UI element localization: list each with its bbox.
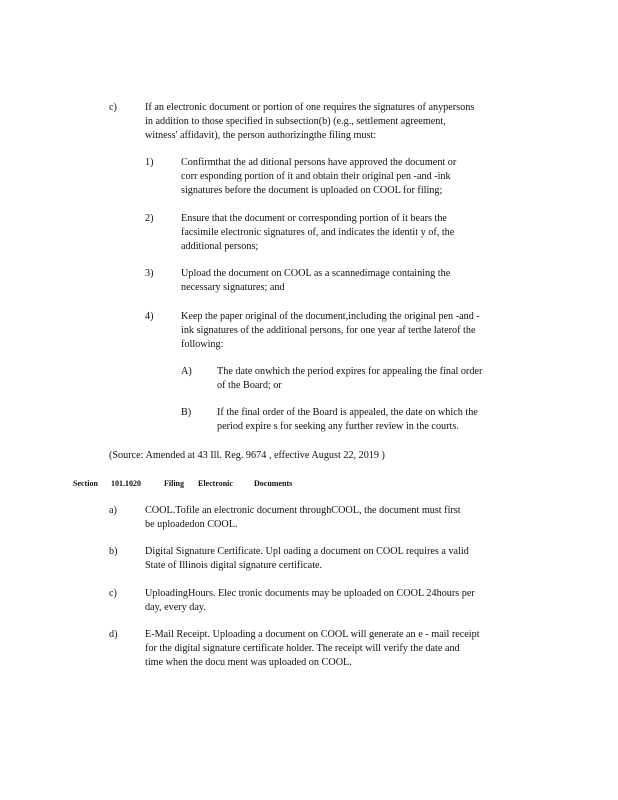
subsection-c-text [145,101,474,143]
text-line: of the Board; or [217,380,282,391]
item-2-text [181,212,454,254]
section-item-d-text [145,628,480,670]
text-line: If the final order of the Board is appealed, the date on which the [217,407,478,418]
text-line: time when the docu ment was uploaded on COOL. [145,657,352,668]
item-4-text [181,310,480,352]
text-line: ink signatures of the additional persons, for one year af terthe laterof the [181,325,476,336]
text-line: facsimile electronic signatures of, and indicates the identit y of, the [181,227,455,238]
item-1-text [181,156,456,198]
text-line: necessary signatures; and [181,282,285,293]
section-title-word: Filing [164,479,185,488]
section-item-a-text [145,504,461,532]
text-line: for the digital signature certificate holder. The receipt will verify the date and [145,643,460,654]
subsection-c-label: c) [109,102,117,113]
text-line: corr esponding portion of it and obtain their original pen -and -ink [181,171,451,182]
section-item-d-label: d) [109,629,118,640]
text-line: day, every day. [145,602,206,613]
item-1-label: 1) [145,157,154,168]
text-line: If an electronic document or portion of one requires the signatures of anypersons [145,102,475,113]
subitem-b-text [217,406,478,434]
text-line: following: [181,339,224,350]
item-3-text [181,267,450,295]
section-item-c-text [145,587,475,615]
section-title-word: Electronic [198,479,233,488]
section-item-b-text [145,545,469,573]
subitem-a-text [217,365,482,393]
text-line: period expire s for seeking any further review in the courts. [217,421,459,432]
text-line: in addition to those specified in subsection(b) (e.g., settlement agreement, [145,116,446,127]
section-title-word: Documents [254,479,293,488]
text-line: Confirmthat the ad ditional persons have approved the document or [181,157,457,168]
subitem-a-label: A) [181,366,192,377]
text-line: E-Mail Receipt. Uploading a document on COOL will generate an e - mail receipt [145,629,480,640]
section-item-a-label: a) [109,505,117,516]
text-line: State of Illinois digital signature certificate. [145,560,323,571]
text-line: COOL.Tofile an electronic document throughCOOL, the document must first [145,505,461,516]
text-line: The date onwhich the period expires for appealing the final order [217,366,483,377]
section-label: Section [73,479,98,488]
item-3-label: 3) [145,268,154,279]
text-line: UploadingHours. Elec tronic documents may be uploaded on COOL 24hours per [145,588,475,599]
text-line: signatures before the document is uploaded on COOL for filing; [181,185,443,196]
section-item-b-label: b) [109,546,118,557]
text-line: be uploadedon COOL. [145,519,238,530]
subitem-b-label: B) [181,407,192,418]
text-line: additional persons; [181,241,259,252]
text-line: witness' affidavit), the person authorizingthe filing must: [145,130,377,141]
text-line: Upload the document on COOL as a scannedimage containing the [181,268,451,279]
text-line: Keep the paper original of the document,including the original pen -and - [181,311,480,322]
text-line: Ensure that the document or corresponding portion of it bears the [181,213,447,224]
section-number: 101.1020 [111,479,141,488]
source-note: (Source: Amended at 43 Ill. Reg. 9674 , effective August 22, 2019 ) [109,450,385,461]
text-line: Digital Signature Certificate. Upl oading a document on COOL requires a valid [145,546,469,557]
section-item-c-label: c) [109,588,117,599]
item-4-label: 4) [145,311,154,322]
item-2-label: 2) [145,213,154,224]
